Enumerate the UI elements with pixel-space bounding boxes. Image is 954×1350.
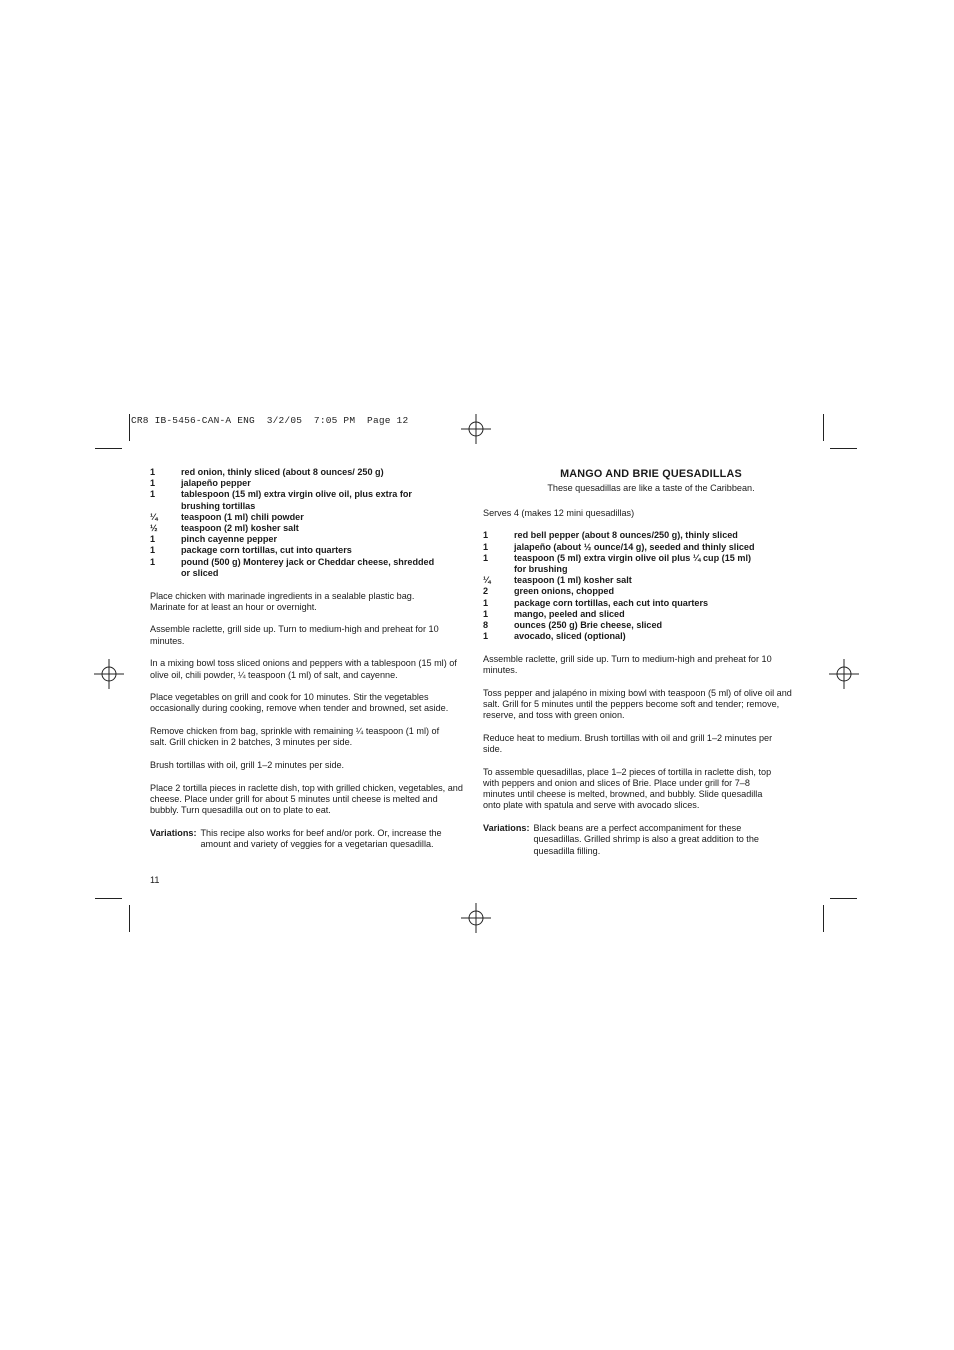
registration-mark-right-icon bbox=[829, 659, 859, 689]
step-paragraph: To assemble quesadillas, place 1–2 pieces of tortilla in raclette dish, top with peppers and onion and slices of Brie. Place under grill for 7–8 minutes until cheese is melted, browned, and bubbly. Slide quesadilla onto plate with spatula and serve with avocado slices. bbox=[483, 766, 772, 811]
step-paragraph: Remove chicken from bag, sprinkle with remaining ¼ teaspoon (1 ml) of salt. Grill chicken in 2 batches, 3 minutes per side. bbox=[150, 726, 440, 748]
step-paragraph: Place chicken with marinade ingredients in a sealable plastic bag. Marinate for at least an hour or overnight. bbox=[150, 590, 415, 612]
recipe-intro: These quesadillas are like a taste of the Caribbean. bbox=[547, 483, 755, 493]
ingredient-item: 1 teaspoon (5 ml) extra virgin olive oil plus ¼ cup (15 ml) for brushing bbox=[483, 552, 751, 575]
crop-mark-bottom-right-v bbox=[823, 905, 824, 932]
variations-note bbox=[483, 823, 803, 857]
registration-mark-top-icon bbox=[461, 414, 491, 444]
crop-mark-top-right-h bbox=[830, 448, 857, 449]
step-paragraph: Toss pepper and jalapéno in mixing bowl with teaspoon (5 ml) of olive oil and salt. Grill for 5 minutes until the peppers become soft and tender; remove, reserve, and toss with green onion. bbox=[483, 687, 792, 721]
ingredient-item: 1 avocado, sliced (optional) bbox=[483, 631, 626, 642]
print-slug: CR8 IB-5456-CAN-A ENG 3/2/05 7:05 PM Page 12 bbox=[131, 415, 409, 426]
ingredient-item: 2 green onions, chopped bbox=[483, 586, 615, 597]
ingredient-item: ½ teaspoon (2 ml) kosher salt bbox=[150, 523, 299, 534]
ingredient-item: ¼ teaspoon (1 ml) chili powder bbox=[150, 511, 304, 522]
step-paragraph: Assemble raclette, grill side up. Turn to medium-high and preheat for 10 minutes. bbox=[483, 653, 772, 676]
ingredient-item: 1 mango, peeled and sliced bbox=[483, 608, 625, 619]
registration-mark-left-icon bbox=[94, 659, 124, 689]
ingredient-item: 1 red onion, thinly sliced (about 8 ounces/ 250 g) bbox=[150, 467, 384, 477]
ingredient-item: 1 jalapeño pepper bbox=[150, 478, 251, 489]
crop-mark-bottom-left-h bbox=[95, 898, 122, 899]
step-paragraph: Brush tortillas with oil, grill 1–2 minutes per side. bbox=[150, 760, 345, 771]
ingredient-item: ¼ teaspoon (1 ml) kosher salt bbox=[483, 575, 632, 586]
variations-label: Variations: bbox=[483, 823, 530, 834]
right-column bbox=[483, 467, 803, 857]
ingredient-item: 8 ounces (250 g) Brie cheese, sliced bbox=[483, 620, 663, 631]
crop-mark-top-left-h bbox=[95, 448, 122, 449]
variations-label: Variations: bbox=[150, 827, 197, 838]
ingredient-list bbox=[150, 467, 470, 579]
registration-mark-bottom-icon bbox=[461, 903, 491, 933]
step-paragraph: In a mixing bowl toss sliced onions and peppers with a tablespoon (15 ml) of olive oil, chili powder, ¼ teaspoon (1 ml) of salt, and cayenne. bbox=[150, 658, 457, 680]
ingredient-item: 1 package corn tortillas, cut into quarters bbox=[150, 545, 352, 556]
ingredient-item: 1 red bell pepper (about 8 ounces/250 g), thinly sliced bbox=[483, 530, 738, 541]
crop-mark-top-right-v bbox=[823, 414, 824, 441]
recipe-title: MANGO AND BRIE QUESADILLAS bbox=[560, 468, 742, 480]
step-paragraph: Assemble raclette, grill side up. Turn to medium-high and preheat for 10 minutes. bbox=[150, 624, 439, 646]
variations-note bbox=[150, 828, 470, 850]
step-paragraph: Place vegetables on grill and cook for 10 minutes. Stir the vegetables occasionally during cooking, remove when tender and browned, set aside. bbox=[150, 692, 449, 714]
serves-line: Serves 4 (makes 12 mini quesadillas) bbox=[483, 507, 635, 518]
variations-text: This recipe also works for beef and/or pork. Or, increase the amount and variety of veggies for a vegetarian quesadilla. bbox=[200, 827, 442, 850]
page-number: 11 bbox=[150, 875, 160, 885]
step-paragraph: Place 2 tortilla pieces in raclette dish, top with grilled chicken, vegetables, and cheese. Place under grill for about 5 minutes until cheese is melted and bubbly. Turn quesadilla out on to plate to eat. bbox=[150, 782, 463, 816]
left-column bbox=[150, 467, 470, 850]
ingredient-list bbox=[483, 530, 803, 642]
variations-text: Black beans are a perfect accompaniment for these quesadillas. Grilled shrimp is also a great addition to the quesadilla filling. bbox=[533, 823, 759, 856]
ingredient-item: 1 pinch cayenne pepper bbox=[150, 534, 278, 545]
ingredient-item: 1 package corn tortillas, each cut into quarters bbox=[483, 597, 709, 608]
crop-mark-top-left-v bbox=[129, 414, 130, 441]
crop-mark-bottom-left-v bbox=[129, 905, 130, 932]
crop-mark-bottom-right-h bbox=[830, 898, 857, 899]
step-paragraph: Reduce heat to medium. Brush tortillas with oil and grill 1–2 minutes per side. bbox=[483, 732, 773, 755]
ingredient-item: 1 jalapeño (about ½ ounce/14 g), seeded and thinly sliced bbox=[483, 541, 755, 552]
ingredient-item: 1 tablespoon (15 ml) extra virgin olive oil, plus extra for brushing tortillas bbox=[150, 489, 412, 511]
ingredient-item: 1 pound (500 g) Monterey jack or Cheddar cheese, shredded or sliced bbox=[150, 556, 435, 578]
